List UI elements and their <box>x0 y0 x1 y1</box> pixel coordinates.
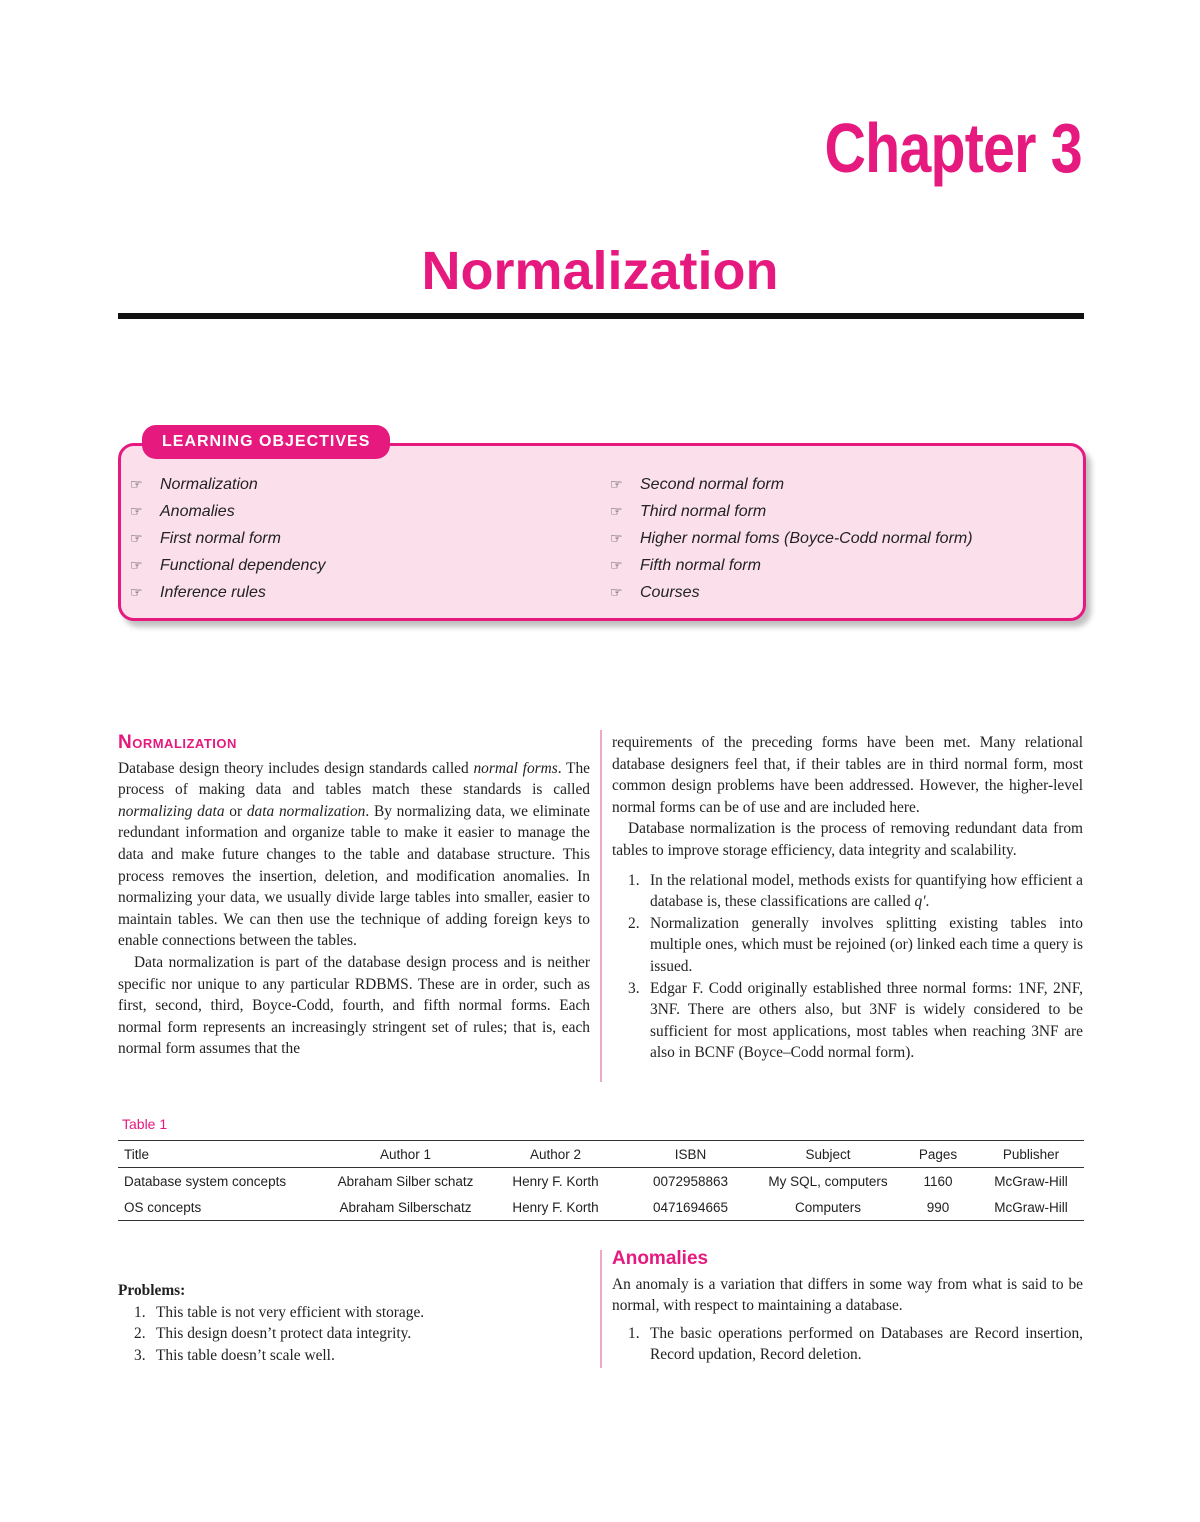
table-cell: 1160 <box>923 1173 953 1189</box>
list-item: 3. This table doesn’t scale well. <box>134 1346 335 1364</box>
table-cell: Henry F. Korth <box>488 1194 623 1221</box>
column-divider <box>600 1250 602 1368</box>
objective-item: ☞ Inference rules <box>130 579 325 606</box>
table-cell: My SQL, computers <box>768 1173 888 1189</box>
column-header: Author 1 <box>323 1141 488 1168</box>
books-table <box>118 1140 1084 1221</box>
table-header-row <box>118 1141 1084 1168</box>
pointing-hand-icon: ☞ <box>130 476 143 492</box>
left-column <box>118 732 590 1060</box>
problems-block <box>118 1280 590 1366</box>
column-header: Author 2 <box>488 1141 623 1168</box>
table-caption: Table 1 <box>122 1116 168 1132</box>
list-item: 2. Normalization generally involves splitting existing tables into multiple ones, which must be rejoined (or) linked each time a query is issued. <box>628 914 1083 975</box>
table-cell: 990 <box>898 1194 978 1221</box>
column-header: Subject <box>758 1141 898 1168</box>
table-row <box>118 1168 1084 1195</box>
objective-item: ☞ Third normal form <box>610 498 973 525</box>
objective-item: ☞ Higher normal foms (Boyce-Codd normal form) <box>610 525 973 552</box>
paragraph: Database normalization is the process of removing redundant data from tables to improve storage efficiency, data integrity and scalability. <box>612 820 1083 859</box>
problems-list <box>118 1302 590 1367</box>
table-cell: Henry F. Korth <box>512 1173 599 1189</box>
objectives-right-list <box>610 471 973 606</box>
paragraph: Data normalization is part of the database design process and is neither specific nor unique to any particular RDBMS. These are in order, such as first, second, third, Boyce-Codd, fourth, and fifth normal forms. Each normal form represents an increasingly stringent set of rules; that is, each normal form assumes that the <box>118 953 590 1058</box>
objective-item: ☞ Functional dependency <box>130 552 325 579</box>
list-item: 1. This table is not very efficient with storage. <box>134 1303 425 1321</box>
problems-heading: Problems: <box>118 1282 186 1299</box>
pointing-hand-icon: ☞ <box>610 476 623 492</box>
pointing-hand-icon: ☞ <box>130 557 143 573</box>
table-cell: 0471694665 <box>623 1194 758 1221</box>
table-cell: McGraw-Hill <box>978 1194 1084 1221</box>
section-heading-anomalies: Anomalies <box>612 1248 709 1269</box>
table-cell: Abraham Silber schatz <box>337 1173 474 1189</box>
pointing-hand-icon: ☞ <box>130 530 143 546</box>
column-header: Pages <box>898 1141 978 1168</box>
objective-item: ☞ Courses <box>610 579 973 606</box>
right-column <box>612 732 1083 1064</box>
chapter-label: Chapter 3 <box>824 109 1082 187</box>
title-rule <box>118 313 1084 319</box>
section-heading-normalization: Normalization <box>118 732 237 753</box>
objective-item: ☞ First normal form <box>130 525 325 552</box>
column-header: ISBN <box>623 1141 758 1168</box>
objective-item: ☞ Anomalies <box>130 498 325 525</box>
list-item: 2. This design doesn’t protect data integrity. <box>134 1325 412 1343</box>
chapter-title: Normalization <box>421 241 779 301</box>
objective-item: ☞ Normalization <box>130 471 325 498</box>
table-cell: Computers <box>758 1194 898 1221</box>
pointing-hand-icon: ☞ <box>130 584 143 600</box>
column-header: Title <box>118 1141 323 1168</box>
column-divider <box>600 730 602 1082</box>
paragraph: Database design theory includes design standards called normal forms. The process of making data and tables match these standards is called normalizing data or data normalization. By normalizing data, we eliminate redundant information and organize table to make it easier to manage the data and make future changes to the table and database structure. This process removes the insertion, deletion, and modification anomalies. In normalizing your data, we usually divide large tables into smaller, easier to maintain tables. We can then use the technique of adding foreign keys to enable connections between the tables. <box>118 759 590 950</box>
anomalies-block <box>612 1248 1083 1366</box>
objective-item: ☞ Second normal form <box>610 471 973 498</box>
table-cell: OS concepts <box>118 1194 323 1221</box>
normalization-list <box>612 870 1083 1064</box>
list-item: 3. Edgar F. Codd originally established three normal forms: 1NF, 2NF, 3NF. There are others also, but 3NF is widely considered to be sufficient for most applications, most tables when reaching 3NF are also in BCNF (Boyce–Codd normal form). <box>628 979 1083 1062</box>
list-item: 1. In the relational model, methods exists for quantifying how efficient a database is, these classifications are called q'. <box>628 871 1083 911</box>
pointing-hand-icon: ☞ <box>130 503 143 519</box>
table-row <box>118 1194 1084 1221</box>
objectives-left-list <box>130 471 325 606</box>
pointing-hand-icon: ☞ <box>610 557 623 573</box>
table-cell: Abraham Silberschatz <box>323 1194 488 1221</box>
paragraph: An anomaly is a variation that differs in some way from what is said to be normal, with respect to maintaining a database. <box>612 1275 1083 1315</box>
table-cell: McGraw-Hill <box>994 1173 1068 1189</box>
pointing-hand-icon: ☞ <box>610 503 623 519</box>
table-cell: 0072958863 <box>652 1173 729 1189</box>
paragraph: requirements of the preceding forms have been met. Many relational database designers feel that, if their tables are in third normal form, most common design problems have been addressed. However, the higher-level normal forms can be of use and are included here. <box>612 734 1083 816</box>
pointing-hand-icon: ☞ <box>610 584 623 600</box>
anomalies-list <box>612 1323 1083 1366</box>
list-item: 1. The basic operations performed on Databases are Record insertion, Record updation, Record deletion. <box>628 1324 1083 1364</box>
table-cell: Database system concepts <box>124 1173 287 1189</box>
learning-objectives-label: LEARNING OBJECTIVES <box>142 425 390 459</box>
column-header: Publisher <box>978 1141 1084 1168</box>
objective-item: ☞ Fifth normal form <box>610 552 973 579</box>
pointing-hand-icon: ☞ <box>610 530 623 546</box>
